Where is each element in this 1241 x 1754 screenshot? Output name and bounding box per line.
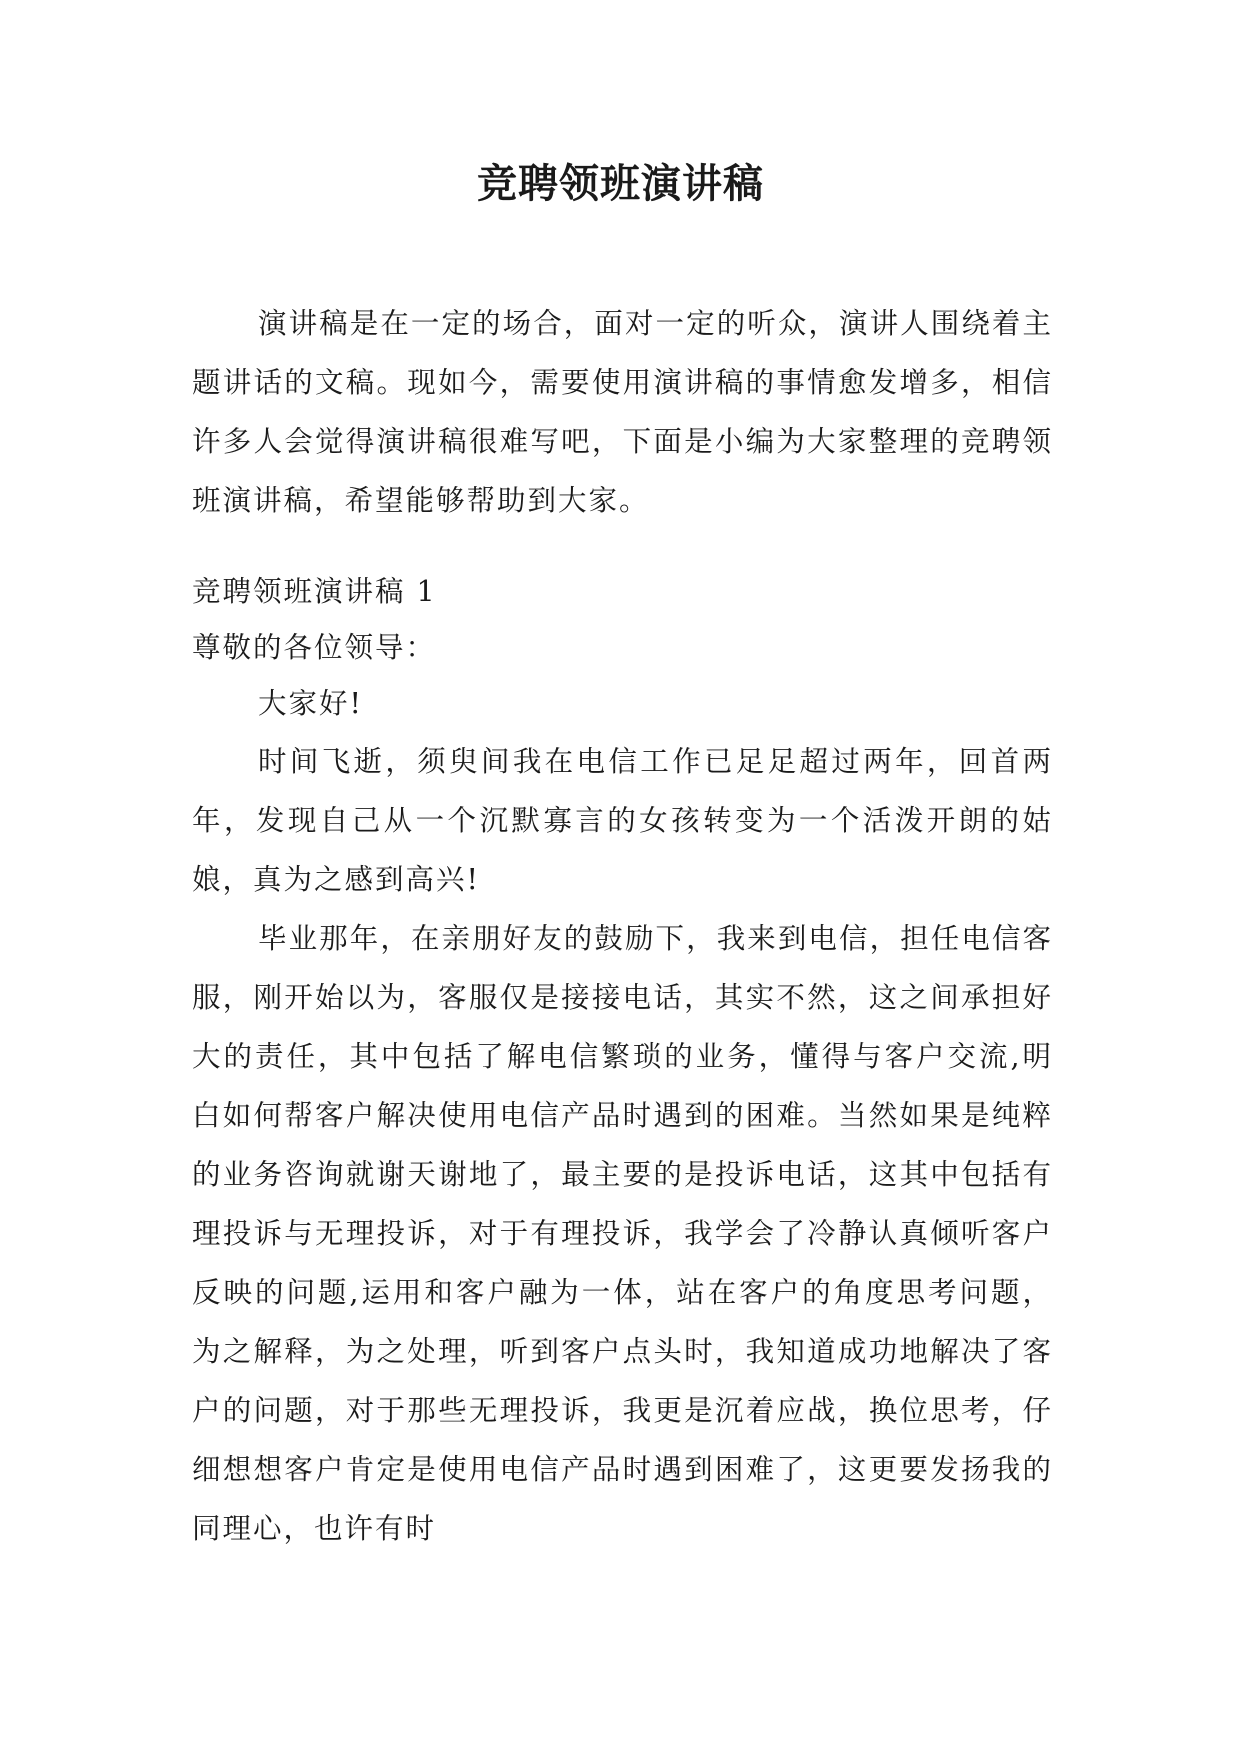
salutation: 尊敬的各位领导： bbox=[192, 631, 437, 664]
intro-paragraph: 演讲稿是在一定的场合，面对一定的听众，演讲人围绕着主题讲话的文稿。现如今，需要使用演讲稿的事情愈发增多，相信许多人会觉得演讲稿很难写吧，下面是小编为大家整理的竞聘领班演讲稿，希望能够帮助到大家。 bbox=[192, 307, 1053, 517]
body-paragraph-1: 时间飞逝，须臾间我在电信工作已足足超过两年，回首两年，发现自己从一个沉默寡言的女孩转变为一个活泼开朗的姑娘，真为之感到高兴! bbox=[192, 745, 1053, 896]
body-paragraph-2: 毕业那年，在亲朋好友的鼓励下，我来到电信，担任电信客服，刚开始以为，客服仅是接接电话，其实不然，这之间承担好大的责任，其中包括了解电信繁琐的业务，懂得与客户交流,明白如何帮客户解决使用电信产品时遇到的困难。当然如果是纯粹的业务咨询就谢天谢地了，最主要的是投诉电话，这其中包括有理投诉与无理投诉，对于有理投诉，我学会了冷静认真倾听客户反映的问题,运用和客户融为一体，站在客户的角度思考问题，为之解释，为之处理，听到客户点头时，我知道成功地解决了客户的问题，对于那些无理投诉，我更是沉着应战，换位思考，仔细想想客户肯定是使用电信产品时遇到困难了，这更要发扬我的同理心，也许有时 bbox=[192, 922, 1053, 1545]
greeting: 大家好! bbox=[258, 687, 363, 720]
document-body bbox=[192, 294, 1053, 1558]
document-title: 竞聘领班演讲稿 bbox=[477, 160, 764, 207]
section-heading: 竞聘领班演讲稿 1 bbox=[192, 575, 437, 608]
